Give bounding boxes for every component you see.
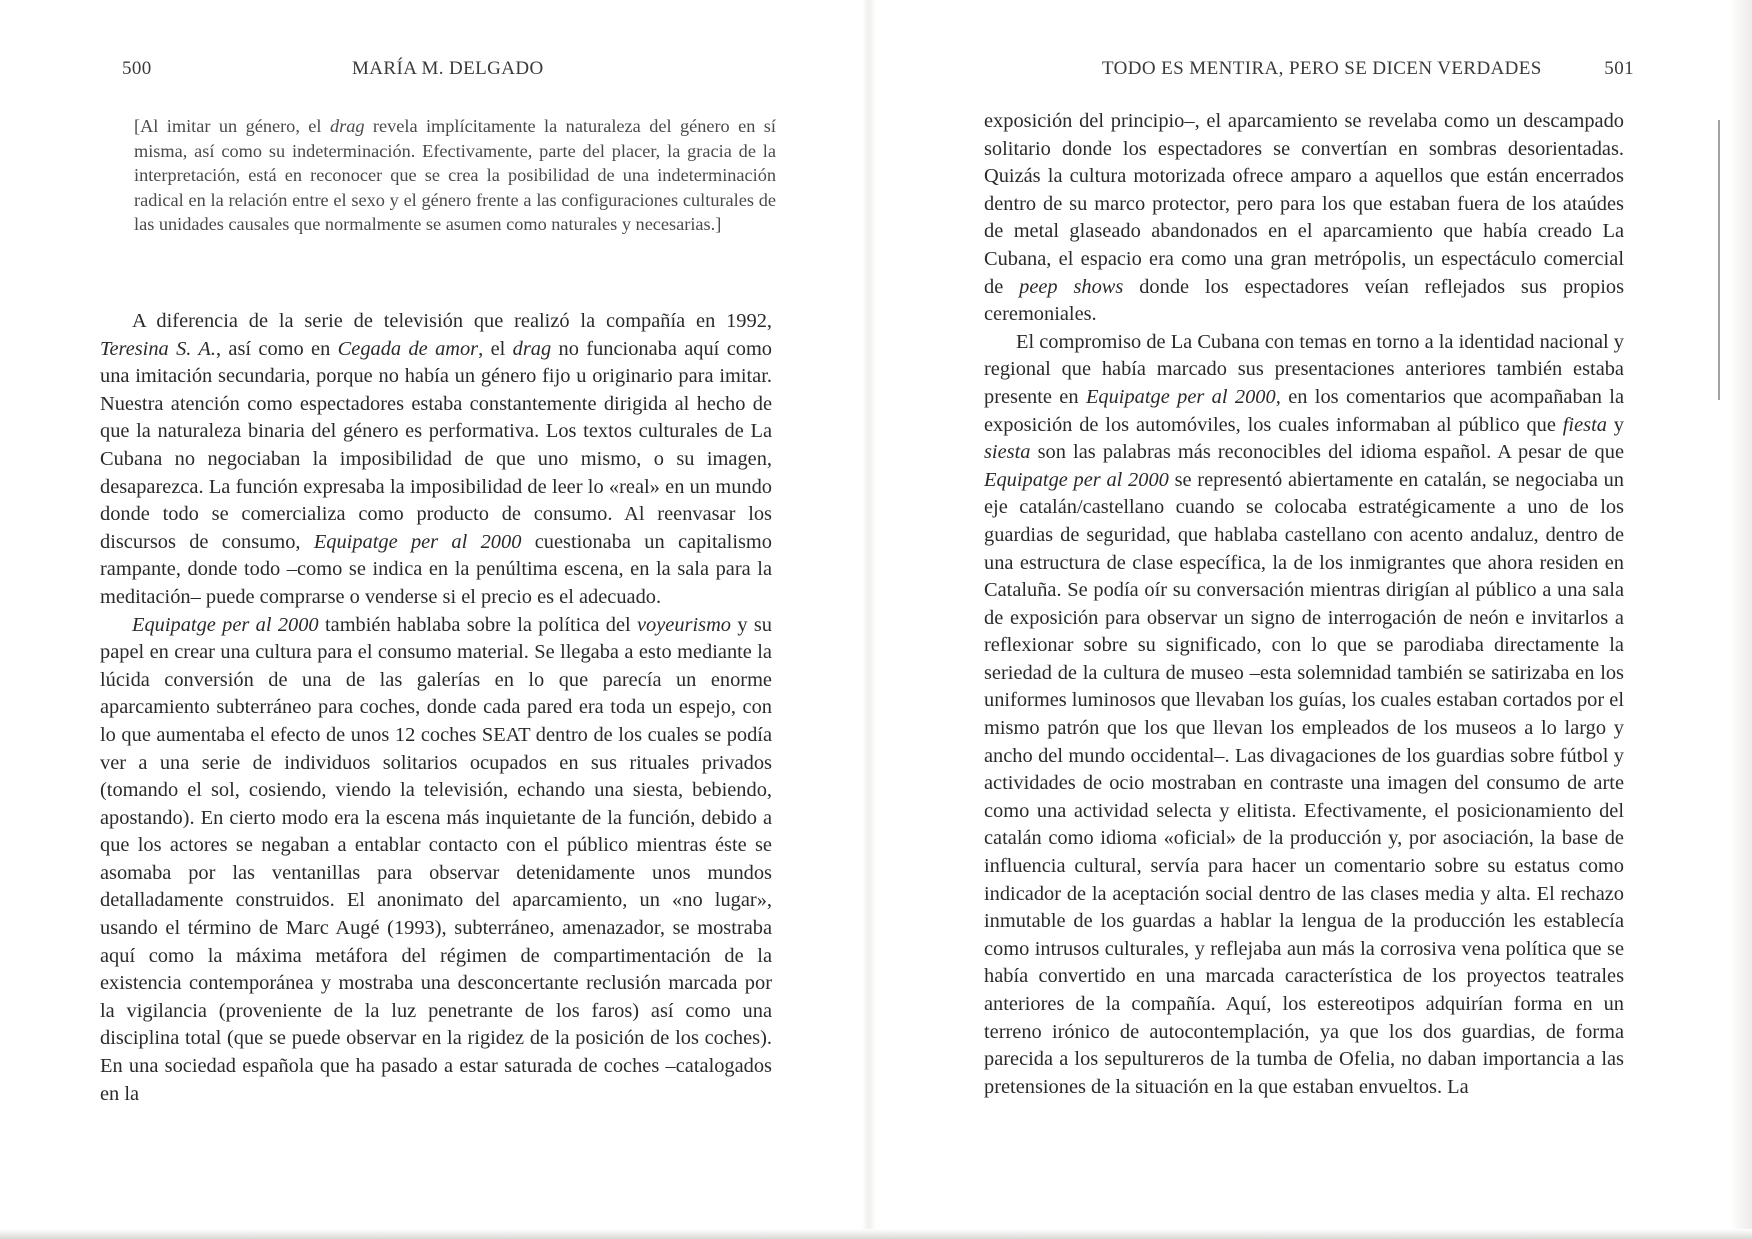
running-head: MARÍA M. DELGADO — [352, 58, 544, 79]
italic-term: peep shows — [1019, 275, 1124, 298]
italic-term: fiesta — [1562, 413, 1607, 436]
quote-italic: drag — [329, 116, 365, 136]
right-body-text — [984, 108, 1624, 1101]
block-quote — [134, 114, 776, 237]
left-page-header — [100, 58, 756, 88]
right-page — [984, 0, 1634, 1239]
text-run: se representó abiertamente en catalán, se negociaba un eje catalán/castellano cuando se colocaba estratégicamente a uno de los guardias de seguridad, que hablaba castellano con acento andaluz, dentro de una estructura de clase específica, la de los inmigrantes que ahora residen en Cataluña. Se podía oír su conversación mientras dirigían al público a una sala de exposición para observar un signo de interrogación de neón e invitarlos a reflexionar sobre su significado, con lo que se parodiaba directamente la seriedad de la cultura de museo –esta solemnidad también se satirizaba en los uniformes luminosos que llevaban los guías, los cuales estaban cortados por el mismo patrón que los que llevan los empleados de los museos a lo largo y ancho del mundo occidental–. Las divagaciones de los guardias sobre fútbol y actividades de ocio mostraban en contraste una imagen del consumo de arte como una actividad selecta y elitista. Efectivamente, el posicionamiento del catalán como idioma «oficial» de la producción y, por asociación, la base de influencia cultural, servía para hacer un comentario sobre su estatus como indicador de la aceptación social dentro de las clases media y alta. El rechazo inmutable de los guardas a hablar la lengua de la producción les establecía como intrusos culturales, y reflejaba aun más la corrosiva vena política que se había convertido en una marcada característica de los proyectos teatrales anteriores de la compañía. Aquí, los estereotipos adquirían forma en un terreno irónico de autocontemplación, ya que los dos guardias, de forma parecida a los sepultureros de la tumba de Ofelia, no daban importancia a las pretensiones de la situación en la que estaban envueltos. La — [984, 468, 1624, 1098]
text-run: , el — [478, 337, 513, 360]
text-run: exposición del principio–, el aparcamiento se revelaba como un descampado solitario donde los espectadores se convertían en sombras desorientadas. Quizás la cultura motorizada ofrece amparo a aquellos que están encerrados dentro de su marco protector, pero para los que estaban fuera de los ataúdes de metal glaseado abandonados en el aparcamiento que había creado La Cubana, el espacio era como una gran metrópolis, un espectáculo comercial de — [984, 110, 1624, 298]
scan-edge-mark — [1718, 120, 1723, 400]
page-edge-shadow — [1730, 0, 1752, 1239]
text-run: no funcionaba aquí como una imitación secundaria, porque no había un género fijo u originario para imitar. Nuestra atención como espectadores estaba constantemente dirigida al hecho de que la naturaleza binaria del género es performativa. Los textos culturales de La Cubana no negociaban la imposibilidad de que uno mismo, o su imagen, desaparezca. La función expresaba la imposibilidad de leer lo «real» en un mundo donde todo se comercializa como producto de consumo. Al reenvasar los discursos de consumo, — [100, 337, 772, 553]
text-run: A diferencia de la serie de televisión que realizó la compañía en 1992, — [132, 310, 772, 332]
italic-title: Equipatge per al 2000 — [313, 530, 522, 553]
italic-title: Cegada de amor — [337, 337, 479, 360]
running-head: TODO ES MENTIRA, PERO SE DICEN VERDADES — [1102, 58, 1542, 79]
text-run: son las palabras más reconocibles del idioma español. A pesar de que — [1030, 441, 1624, 464]
text-run: y — [1606, 413, 1625, 436]
text-run: también hablaba sobre la política del — [318, 613, 637, 636]
italic-title: Equipatge per al 2000 — [132, 613, 319, 636]
italic-title: Equipatge per al 2000, — [1085, 385, 1281, 408]
page-number: 501 — [1604, 58, 1634, 79]
paragraph — [100, 308, 772, 612]
text-run: , así como en — [215, 337, 338, 360]
italic-term: voyeurismo — [637, 613, 731, 636]
text-run: El compromiso de La Cubana con temas en torno a la identidad nacional y regional que había marcado sus presentaciones anteriores también estaba presente en — [984, 330, 1624, 408]
book-gutter — [862, 0, 876, 1239]
text-run: y su papel en crear una cultura para el consumo material. Se llegaba a esto mediante la lúcida conversión de una de las galerías en lo que parecía un enorme aparcamiento subterráneo para coches, donde cada pared era toda un espejo, con lo que aumentaba el efecto de unos 12 coches SEAT dentro de los cuales se podía ver a una serie de individuos solitarios ocupados en sus rituales privados (tomando el sol, cosiendo, viendo la televisión, echando una siesta, bebiendo, apostando). En cierto modo era la escena más inquietante de la función, debido a que los actores se negaban a entablar contacto con el público mientras éste se asomaba por las ventanillas para observar detenidamente unos mundos detalladamente construidos. El anonimato del aparcamiento, un «no lugar», usando el término de Marc Augé (1993), subterráneo, amenazador, se mostraba aquí como la máxima metáfora del régimen de compartimentación de la existencia contemporánea y mostraba una desconcertante reclusión marcada por la vigilancia (proveniente de la luz penetrante de los faros) así como una disciplina total (que se puede observar en la rigidez de la posición de los coches). En una sociedad española que ha pasado a estar saturada de coches –catalogados en la — [100, 613, 772, 1105]
right-page-header — [984, 58, 1634, 88]
left-body-text — [100, 308, 772, 1108]
paragraph — [984, 108, 1624, 329]
quote-text: revela implícitamente la naturaleza del género en sí misma, así como su indeterminación. Efectivamente, parte del placer, la gracia de la interpretación, está en reconocer que se crea la posibilidad de una indeterminación radical en la relación entre el sexo y el género frente a las configuraciones culturales de las unidades causales que normalmente se asumen como naturales y necesarias.] — [134, 116, 776, 235]
text-run: en los comentarios que acompañaban la exposición de los automóviles, los cuales informaban al público que — [984, 385, 1625, 436]
italic-title: Equipatge per al 2000 — [984, 468, 1169, 491]
italic-term: siesta — [984, 441, 1031, 464]
italic-title: Teresina S. A. — [100, 337, 216, 360]
quote-text: [Al imitar un género, el — [134, 116, 330, 136]
paragraph — [100, 612, 772, 1109]
text-run: cuestionaba un capitalismo rampante, donde todo –como se indica en la penúltima escena, en la sala para la meditación– puede comprarse o venderse si el precio es el adecuado. — [100, 530, 772, 608]
page-number: 500 — [122, 58, 152, 79]
left-page — [100, 0, 776, 1239]
text-run: donde los espectadores veían reflejados sus propios ceremoniales. — [984, 275, 1625, 326]
italic-term: drag — [512, 337, 552, 360]
paragraph — [984, 329, 1624, 1102]
